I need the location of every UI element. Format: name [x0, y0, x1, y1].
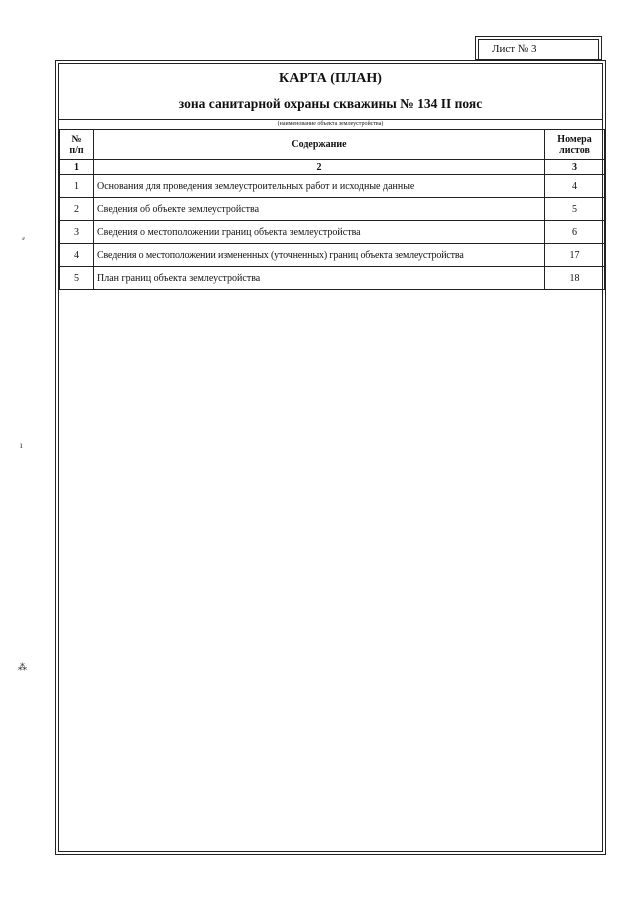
- document-frame: [55, 60, 606, 855]
- column-number-row: [60, 160, 605, 175]
- table-row: [60, 175, 605, 198]
- row-content: Сведения о местоположении измененных (уточненных) границ объекта землеустройства: [94, 244, 545, 267]
- row-pages: 6: [545, 221, 605, 244]
- row-content: Сведения об объекте землеустройства: [94, 198, 545, 221]
- table-header-row: [60, 130, 605, 160]
- row-pages: 5: [545, 198, 605, 221]
- row-pages: 17: [545, 244, 605, 267]
- row-pages: 4: [545, 175, 605, 198]
- object-name-caption: (наименование объекта землеустройства): [59, 119, 602, 130]
- header-pages-line2: листов: [559, 144, 590, 156]
- row-number: 4: [60, 244, 94, 267]
- document-header: [59, 64, 602, 121]
- table-row: [60, 198, 605, 221]
- document-subtitle: зона санитарной охраны скважины № 134 II пояс: [178, 96, 483, 111]
- column-number-2: 2: [94, 160, 545, 175]
- header-number: [60, 130, 94, 160]
- sheet-number-box: [475, 36, 602, 60]
- table-row: [60, 221, 605, 244]
- header-pages-line1: Номера: [557, 133, 592, 145]
- row-content: Основания для проведения землеустроительных работ и исходные данные: [94, 175, 545, 198]
- row-number: 3: [60, 221, 94, 244]
- header-pages: [545, 130, 605, 160]
- table-row: [60, 267, 605, 290]
- scan-speck: ⁂: [18, 662, 27, 672]
- row-number: 2: [60, 198, 94, 221]
- document-title: КАРТА (ПЛАН): [279, 71, 382, 86]
- document-inner-frame: [58, 63, 603, 852]
- column-number-1: 1: [60, 160, 94, 175]
- row-content: План границ объекта землеустройства: [94, 267, 545, 290]
- header-content: Содержание: [94, 130, 545, 160]
- row-number: 5: [60, 267, 94, 290]
- row-content: Сведения о местоположении границ объекта землеустройства: [94, 221, 545, 244]
- table-row: [60, 244, 605, 267]
- scan-speck: ⸗: [22, 233, 25, 243]
- header-number-line2: п/п: [69, 144, 84, 156]
- sheet-number-label: Лист № 3: [478, 39, 599, 59]
- row-number: 1: [60, 175, 94, 198]
- contents-table: [59, 129, 605, 290]
- row-pages: 18: [545, 267, 605, 290]
- scan-speck: ı: [20, 440, 23, 450]
- header-number-line1: №: [71, 133, 82, 145]
- column-number-3: 3: [545, 160, 605, 175]
